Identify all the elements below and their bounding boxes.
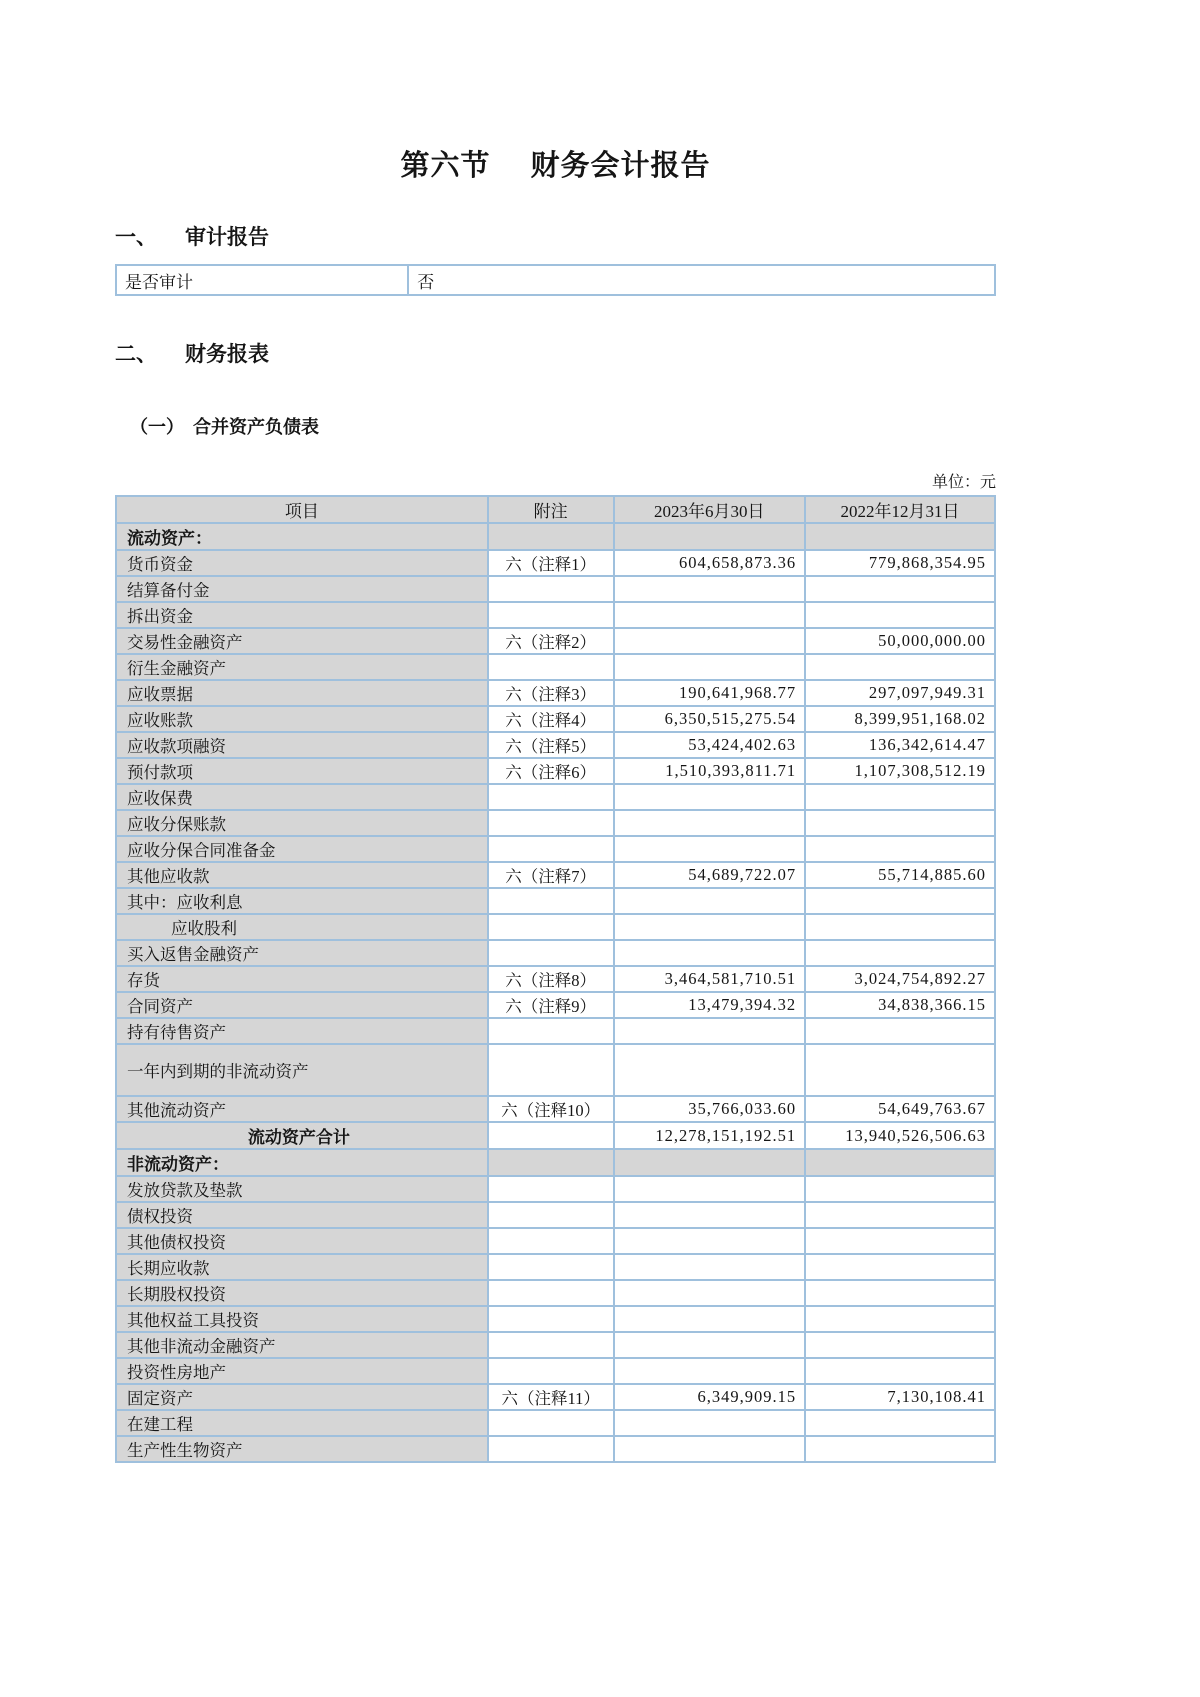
table-row bbox=[116, 1436, 995, 1462]
value-2023-cell: 13,479,394.32 bbox=[614, 992, 806, 1018]
table-row bbox=[116, 1044, 995, 1096]
value-2022-cell bbox=[805, 523, 995, 550]
value-2022-cell bbox=[805, 654, 995, 680]
subsection-title: 合并资产负债表 bbox=[193, 417, 319, 437]
note-cell bbox=[488, 1332, 614, 1358]
page-title bbox=[115, 0, 996, 184]
document-page bbox=[115, 0, 996, 1463]
note-cell: 六（注释9） bbox=[488, 992, 614, 1018]
value-2023-cell: 190,641,968.77 bbox=[614, 680, 806, 706]
note-cell: 六（注释3） bbox=[488, 680, 614, 706]
value-2023-cell bbox=[614, 784, 806, 810]
value-2022-cell bbox=[805, 836, 995, 862]
value-2022-cell: 55,714,885.60 bbox=[805, 862, 995, 888]
value-2022-cell: 779,868,354.95 bbox=[805, 550, 995, 576]
table-row bbox=[116, 992, 995, 1018]
page-title-text: 财务会计报告 bbox=[530, 150, 711, 182]
note-cell bbox=[488, 1410, 614, 1436]
value-2023-cell bbox=[614, 940, 806, 966]
value-2023-cell bbox=[614, 1410, 806, 1436]
value-2023-cell bbox=[614, 1254, 806, 1280]
value-2023-cell bbox=[614, 602, 806, 628]
note-cell bbox=[488, 654, 614, 680]
section-heading-statements bbox=[115, 338, 996, 368]
header-item: 项目 bbox=[116, 496, 488, 523]
item-cell: 合同资产 bbox=[116, 992, 488, 1018]
section-number: 二、 bbox=[115, 343, 157, 366]
note-cell: 六（注释2） bbox=[488, 628, 614, 654]
table-row bbox=[116, 1228, 995, 1254]
note-cell bbox=[488, 1176, 614, 1202]
table-row bbox=[116, 1358, 995, 1384]
item-cell: 应收股利 bbox=[116, 914, 488, 940]
note-cell bbox=[488, 576, 614, 602]
value-2022-cell: 7,130,108.41 bbox=[805, 1384, 995, 1410]
value-2023-cell: 6,349,909.15 bbox=[614, 1384, 806, 1410]
item-cell: 应收账款 bbox=[116, 706, 488, 732]
item-cell: 非流动资产： bbox=[116, 1149, 488, 1176]
value-2023-cell: 3,464,581,710.51 bbox=[614, 966, 806, 992]
value-2022-cell bbox=[805, 602, 995, 628]
value-2023-cell bbox=[614, 628, 806, 654]
value-2023-cell: 6,350,515,275.54 bbox=[614, 706, 806, 732]
item-cell: 流动资产合计 bbox=[116, 1122, 488, 1149]
item-cell: 生产性生物资产 bbox=[116, 1436, 488, 1462]
value-2022-cell bbox=[805, 784, 995, 810]
value-2023-cell bbox=[614, 914, 806, 940]
item-cell: 衍生金融资产 bbox=[116, 654, 488, 680]
value-2022-cell: 136,342,614.47 bbox=[805, 732, 995, 758]
item-cell: 债权投资 bbox=[116, 1202, 488, 1228]
section-number: 一、 bbox=[115, 226, 157, 249]
value-2023-cell bbox=[614, 836, 806, 862]
value-2022-cell bbox=[805, 940, 995, 966]
note-cell bbox=[488, 523, 614, 550]
value-2023-cell bbox=[614, 1176, 806, 1202]
value-2023-cell bbox=[614, 654, 806, 680]
item-cell: 交易性金融资产 bbox=[116, 628, 488, 654]
note-cell bbox=[488, 602, 614, 628]
section-heading-audit bbox=[115, 221, 996, 251]
table-row bbox=[116, 914, 995, 940]
value-2023-cell: 1,510,393,811.71 bbox=[614, 758, 806, 784]
note-cell bbox=[488, 1254, 614, 1280]
value-2023-cell: 35,766,033.60 bbox=[614, 1096, 806, 1122]
value-2023-cell bbox=[614, 810, 806, 836]
table-row bbox=[116, 706, 995, 732]
item-cell: 应收分保合同准备金 bbox=[116, 836, 488, 862]
table-row bbox=[116, 732, 995, 758]
value-2022-cell bbox=[805, 1202, 995, 1228]
value-2022-cell: 54,649,763.67 bbox=[805, 1096, 995, 1122]
value-2022-cell bbox=[805, 1306, 995, 1332]
item-cell: 其他债权投资 bbox=[116, 1228, 488, 1254]
value-2022-cell bbox=[805, 1228, 995, 1254]
item-cell: 长期应收款 bbox=[116, 1254, 488, 1280]
table-row bbox=[116, 758, 995, 784]
table-row bbox=[116, 680, 995, 706]
value-2023-cell bbox=[614, 1044, 806, 1096]
item-cell: 一年内到期的非流动资产 bbox=[116, 1044, 488, 1096]
note-cell bbox=[488, 888, 614, 914]
note-cell: 六（注释10） bbox=[488, 1096, 614, 1122]
value-2023-cell bbox=[614, 1436, 806, 1462]
page-title-section-number: 第六节 bbox=[400, 150, 491, 182]
note-cell bbox=[488, 1358, 614, 1384]
subsection-heading-balance-sheet bbox=[115, 413, 996, 439]
value-2022-cell: 50,000,000.00 bbox=[805, 628, 995, 654]
value-2023-cell bbox=[614, 1202, 806, 1228]
table-row bbox=[116, 888, 995, 914]
item-cell: 存货 bbox=[116, 966, 488, 992]
table-row bbox=[116, 784, 995, 810]
note-cell: 六（注释11） bbox=[488, 1384, 614, 1410]
note-cell bbox=[488, 914, 614, 940]
table-row bbox=[116, 862, 995, 888]
value-2023-cell bbox=[614, 1228, 806, 1254]
table-header-row bbox=[116, 496, 995, 523]
header-date-2022: 2022年12月31日 bbox=[805, 496, 995, 523]
note-cell bbox=[488, 1436, 614, 1462]
table-row bbox=[116, 523, 995, 550]
value-2022-cell: 8,399,951,168.02 bbox=[805, 706, 995, 732]
table-row bbox=[116, 628, 995, 654]
value-2022-cell bbox=[805, 1332, 995, 1358]
value-2022-cell bbox=[805, 1176, 995, 1202]
item-cell: 货币资金 bbox=[116, 550, 488, 576]
value-2023-cell bbox=[614, 1018, 806, 1044]
note-cell: 六（注释6） bbox=[488, 758, 614, 784]
table-row bbox=[116, 576, 995, 602]
table-row bbox=[116, 836, 995, 862]
value-2022-cell bbox=[805, 810, 995, 836]
table-row bbox=[116, 966, 995, 992]
note-cell bbox=[488, 1280, 614, 1306]
item-cell: 拆出资金 bbox=[116, 602, 488, 628]
table-row bbox=[116, 1096, 995, 1122]
item-cell: 买入返售金融资产 bbox=[116, 940, 488, 966]
table-row bbox=[116, 1384, 995, 1410]
section-title: 审计报告 bbox=[185, 226, 269, 249]
table-row bbox=[116, 265, 995, 295]
note-cell bbox=[488, 1018, 614, 1044]
value-2022-cell bbox=[805, 888, 995, 914]
note-cell bbox=[488, 1228, 614, 1254]
note-cell: 六（注释4） bbox=[488, 706, 614, 732]
table-row bbox=[116, 550, 995, 576]
item-cell: 结算备付金 bbox=[116, 576, 488, 602]
table-row bbox=[116, 1280, 995, 1306]
value-2022-cell: 13,940,526,506.63 bbox=[805, 1122, 995, 1149]
balance-sheet-table bbox=[115, 495, 996, 1463]
table-row bbox=[116, 1202, 995, 1228]
table-row bbox=[116, 810, 995, 836]
note-cell: 六（注释7） bbox=[488, 862, 614, 888]
value-2023-cell: 54,689,722.07 bbox=[614, 862, 806, 888]
item-cell: 应收票据 bbox=[116, 680, 488, 706]
table-row bbox=[116, 1332, 995, 1358]
value-2022-cell bbox=[805, 576, 995, 602]
table-row bbox=[116, 1254, 995, 1280]
audit-table bbox=[115, 264, 996, 296]
value-2023-cell bbox=[614, 1332, 806, 1358]
item-cell: 固定资产 bbox=[116, 1384, 488, 1410]
item-cell: 在建工程 bbox=[116, 1410, 488, 1436]
item-cell: 其他权益工具投资 bbox=[116, 1306, 488, 1332]
audit-answer-cell: 否 bbox=[408, 265, 995, 295]
note-cell bbox=[488, 1122, 614, 1149]
item-cell: 发放贷款及垫款 bbox=[116, 1176, 488, 1202]
value-2022-cell: 3,024,754,892.27 bbox=[805, 966, 995, 992]
value-2022-cell: 34,838,366.15 bbox=[805, 992, 995, 1018]
note-cell bbox=[488, 1149, 614, 1176]
item-cell: 长期股权投资 bbox=[116, 1280, 488, 1306]
value-2022-cell bbox=[805, 1044, 995, 1096]
section-title: 财务报表 bbox=[185, 343, 269, 366]
item-cell: 其他应收款 bbox=[116, 862, 488, 888]
item-cell: 应收分保账款 bbox=[116, 810, 488, 836]
unit-label: 单位：元 bbox=[931, 474, 996, 491]
item-cell: 应收款项融资 bbox=[116, 732, 488, 758]
table-row bbox=[116, 602, 995, 628]
table-row bbox=[116, 1176, 995, 1202]
audit-question-cell: 是否审计 bbox=[116, 265, 408, 295]
value-2023-cell bbox=[614, 576, 806, 602]
item-cell: 持有待售资产 bbox=[116, 1018, 488, 1044]
item-cell: 预付款项 bbox=[116, 758, 488, 784]
header-date-2023: 2023年6月30日 bbox=[614, 496, 806, 523]
value-2022-cell bbox=[805, 914, 995, 940]
table-row bbox=[116, 1018, 995, 1044]
table-row bbox=[116, 1149, 995, 1176]
value-2023-cell bbox=[614, 1149, 806, 1176]
value-2023-cell bbox=[614, 1358, 806, 1384]
subsection-number: （一） bbox=[130, 417, 184, 437]
value-2022-cell: 1,107,308,512.19 bbox=[805, 758, 995, 784]
note-cell: 六（注释8） bbox=[488, 966, 614, 992]
value-2023-cell: 604,658,873.36 bbox=[614, 550, 806, 576]
item-cell: 流动资产： bbox=[116, 523, 488, 550]
value-2022-cell bbox=[805, 1280, 995, 1306]
value-2023-cell bbox=[614, 888, 806, 914]
value-2023-cell: 53,424,402.63 bbox=[614, 732, 806, 758]
item-cell: 应收保费 bbox=[116, 784, 488, 810]
value-2022-cell bbox=[805, 1436, 995, 1462]
table-row bbox=[116, 940, 995, 966]
item-cell: 其中：应收利息 bbox=[116, 888, 488, 914]
note-cell: 六（注释5） bbox=[488, 732, 614, 758]
note-cell bbox=[488, 836, 614, 862]
balance-sheet-rows bbox=[116, 523, 995, 1462]
value-2023-cell bbox=[614, 1306, 806, 1332]
value-2022-cell bbox=[805, 1149, 995, 1176]
value-2023-cell: 12,278,151,192.51 bbox=[614, 1122, 806, 1149]
header-note: 附注 bbox=[488, 496, 614, 523]
note-cell bbox=[488, 1044, 614, 1096]
table-row bbox=[116, 1306, 995, 1332]
value-2022-cell bbox=[805, 1358, 995, 1384]
table-row bbox=[116, 1410, 995, 1436]
item-cell: 投资性房地产 bbox=[116, 1358, 488, 1384]
note-cell bbox=[488, 1202, 614, 1228]
value-2023-cell bbox=[614, 523, 806, 550]
value-2022-cell: 297,097,949.31 bbox=[805, 680, 995, 706]
table-row bbox=[116, 1122, 995, 1149]
table-row bbox=[116, 654, 995, 680]
value-2023-cell bbox=[614, 1280, 806, 1306]
note-cell bbox=[488, 940, 614, 966]
note-cell bbox=[488, 1306, 614, 1332]
item-cell: 其他流动资产 bbox=[116, 1096, 488, 1122]
note-cell: 六（注释1） bbox=[488, 550, 614, 576]
note-cell bbox=[488, 784, 614, 810]
value-2022-cell bbox=[805, 1410, 995, 1436]
value-2022-cell bbox=[805, 1018, 995, 1044]
note-cell bbox=[488, 810, 614, 836]
item-cell: 其他非流动金融资产 bbox=[116, 1332, 488, 1358]
value-2022-cell bbox=[805, 1254, 995, 1280]
